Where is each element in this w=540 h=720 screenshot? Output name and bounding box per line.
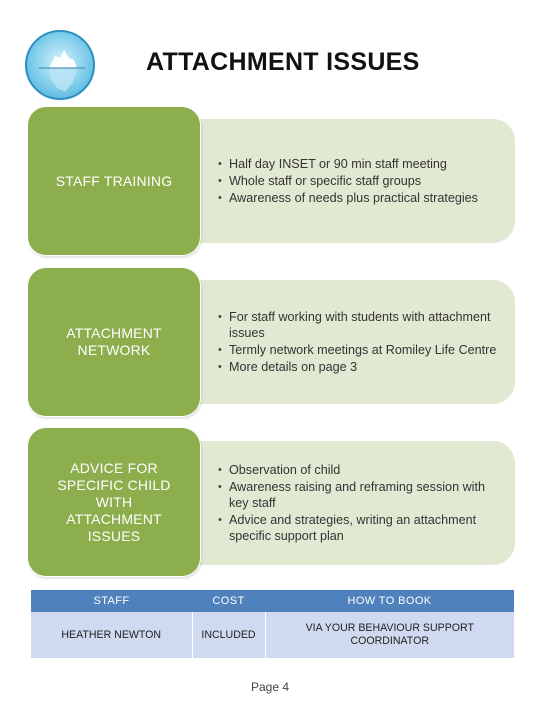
header-staff: STAFF — [31, 590, 192, 612]
cell-staff: HEATHER NEWTON — [31, 612, 192, 658]
cell-how-to-book — [265, 612, 514, 658]
section-details-box — [200, 280, 515, 404]
bullet-item: • Awareness raising and reframing session with key staff — [218, 479, 497, 511]
bullet-item: • More details on page 3 — [218, 359, 497, 375]
booking-table — [31, 590, 514, 658]
bullet-item: • Half day INSET or 90 min staff meeting — [218, 156, 478, 172]
bullet-item: • Termly network meetings at Romiley Life Centre — [218, 342, 497, 358]
bullet-list — [218, 309, 497, 376]
bullet-item: • Advice and strategies, writing an attachment specific support plan — [218, 512, 497, 544]
iceberg-logo — [25, 30, 95, 100]
table-header-row — [31, 590, 514, 612]
section-details-box — [200, 119, 515, 243]
iceberg-icon — [27, 32, 95, 100]
bullet-list — [218, 462, 497, 545]
section-label-box: ATTACHMENT NETWORK — [28, 268, 200, 416]
section-details-box — [200, 441, 515, 565]
section-label-box: STAFF TRAINING — [28, 107, 200, 255]
bullet-item: • For staff working with students with attachment issues — [218, 309, 497, 341]
bullet-item: • Observation of child — [218, 462, 497, 478]
cell-cost: INCLUDED — [192, 612, 265, 658]
bullet-item: • Awareness of needs plus practical strategies — [218, 190, 478, 206]
how-to-book-text: VIA YOUR BEHAVIOUR SUPPORT COORDINATOR — [305, 622, 474, 647]
header-cost: COST — [192, 590, 265, 612]
bullet-list — [218, 156, 478, 207]
table-row — [31, 612, 514, 658]
page-title: ATTACHMENT ISSUES — [146, 48, 420, 76]
bullet-item: • Whole staff or specific staff groups — [218, 173, 478, 189]
header-how-to-book: HOW TO BOOK — [265, 590, 514, 612]
page-number: Page 4 — [250, 680, 290, 694]
section-label-box: ADVICE FOR SPECIFIC CHILD WITH ATTACHMENT ISSUES — [28, 428, 200, 576]
